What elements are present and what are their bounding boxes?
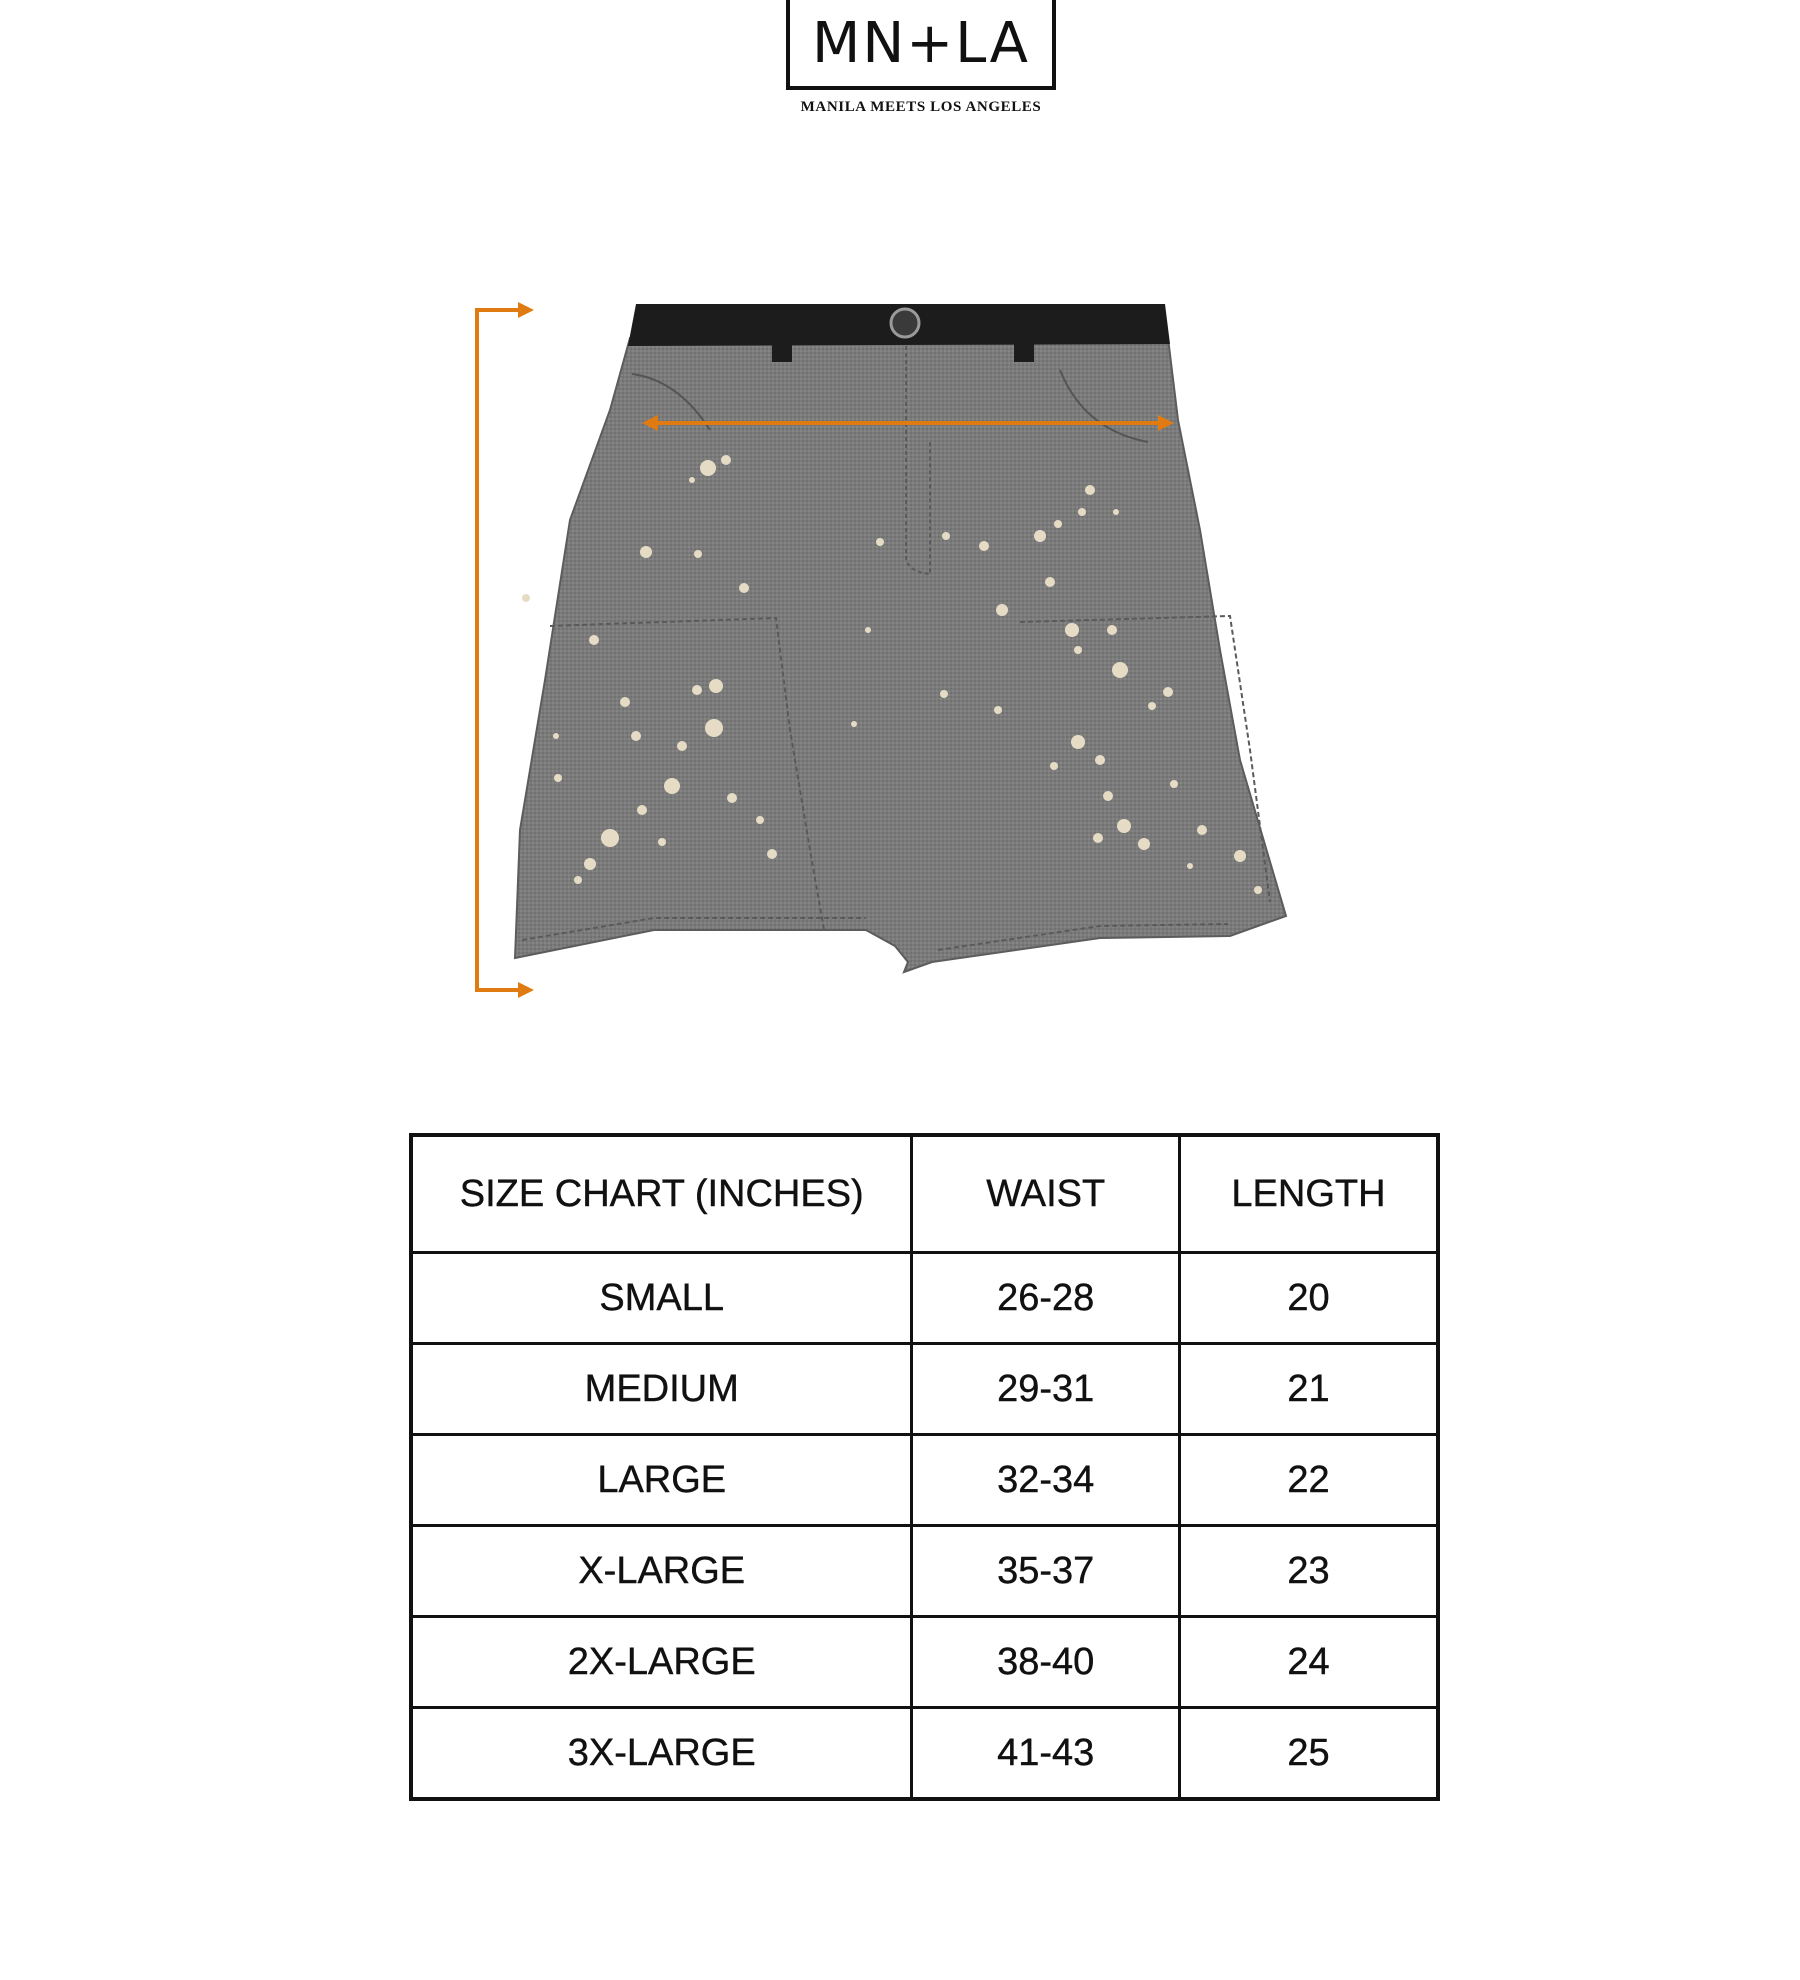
- cell-length: 22: [1179, 1435, 1438, 1526]
- product-measurement-illustration: [460, 290, 1340, 1030]
- cell-size: MEDIUM: [411, 1344, 912, 1435]
- length-arrowhead-bottom: [518, 982, 534, 998]
- cell-length: 23: [1179, 1526, 1438, 1617]
- shorts-body: [515, 338, 1286, 972]
- cell-waist: 26-28: [912, 1253, 1180, 1344]
- header-waist: WAIST: [912, 1135, 1180, 1253]
- size-chart-header-row: [411, 1135, 1438, 1253]
- logo-tagline: MANILA MEETS LOS ANGELES: [800, 99, 1042, 115]
- belt-loop-left: [772, 304, 792, 362]
- length-measure-arrow: [477, 310, 520, 990]
- header-size: SIZE CHART (INCHES): [411, 1135, 912, 1253]
- cell-size: 3X-LARGE: [411, 1708, 912, 1800]
- brand-logo: [783, 0, 1059, 116]
- cell-waist: 29-31: [912, 1344, 1180, 1435]
- length-arrowhead-top: [518, 302, 534, 318]
- table-row: [411, 1526, 1438, 1617]
- table-row: [411, 1435, 1438, 1526]
- table-row: [411, 1344, 1438, 1435]
- cell-length: 20: [1179, 1253, 1438, 1344]
- cell-size: SMALL: [411, 1253, 912, 1344]
- logo-wordmark: MN+LA: [786, 0, 1056, 90]
- table-row: [411, 1253, 1438, 1344]
- cell-waist: 41-43: [912, 1708, 1180, 1800]
- cell-waist: 32-34: [912, 1435, 1180, 1526]
- cell-waist: 35-37: [912, 1526, 1180, 1617]
- belt-loop-right: [1014, 304, 1034, 362]
- cell-size: LARGE: [411, 1435, 912, 1526]
- size-chart-table: [409, 1133, 1440, 1801]
- waist-button: [891, 309, 919, 337]
- table-row: [411, 1708, 1438, 1800]
- table-row: [411, 1617, 1438, 1708]
- shorts-diagram: [460, 290, 1340, 1030]
- cell-size: 2X-LARGE: [411, 1617, 912, 1708]
- cell-length: 25: [1179, 1708, 1438, 1800]
- header-length: LENGTH: [1179, 1135, 1438, 1253]
- cell-size: X-LARGE: [411, 1526, 912, 1617]
- cell-length: 24: [1179, 1617, 1438, 1708]
- cell-waist: 38-40: [912, 1617, 1180, 1708]
- cell-length: 21: [1179, 1344, 1438, 1435]
